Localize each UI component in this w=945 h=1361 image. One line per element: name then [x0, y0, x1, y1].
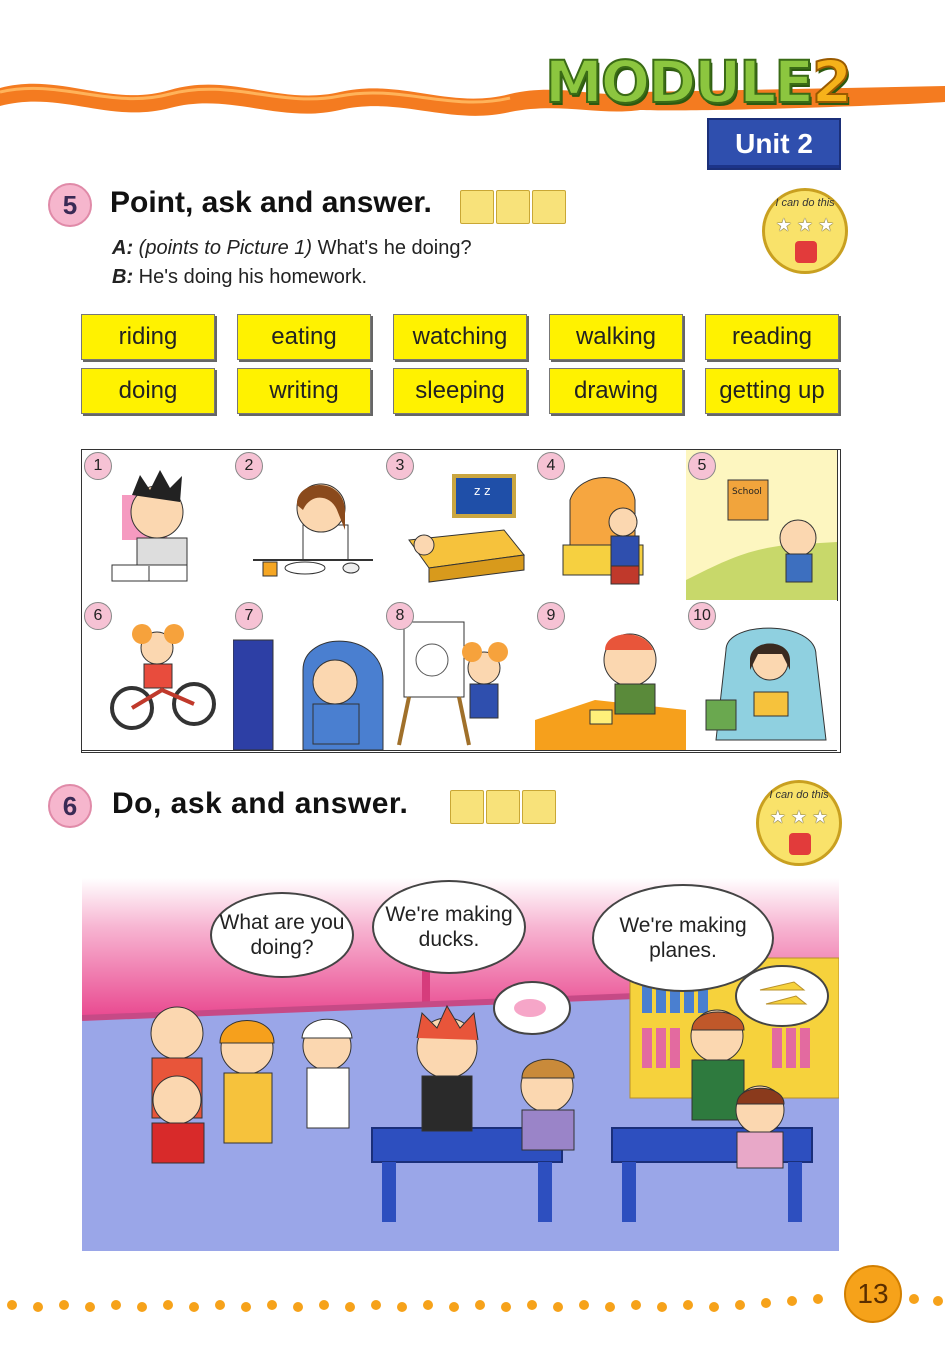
word-box: sleeping — [393, 368, 527, 414]
footer-dots — [0, 1275, 945, 1325]
section-5-number: 5 — [48, 183, 92, 227]
stage-direction: (points to Picture 1) — [138, 237, 313, 259]
ask-icon — [486, 790, 520, 824]
picture-10 — [686, 600, 837, 751]
picture-number: 8 — [386, 602, 414, 630]
picture-3 — [384, 450, 536, 601]
answer-icon — [532, 190, 566, 224]
page-number: 13 — [844, 1265, 902, 1323]
svg-text:z z: z z — [474, 484, 491, 498]
section-6-number: 6 — [48, 784, 92, 828]
picture-number: 5 — [688, 452, 716, 480]
picture-number: 1 — [84, 452, 112, 480]
word-box: watching — [393, 314, 527, 360]
picture-5 — [686, 450, 838, 601]
module-word: MODULE — [545, 48, 812, 116]
school-sign: School — [732, 487, 762, 497]
answer-text: He's doing his homework. — [138, 266, 368, 288]
word-box: eating — [237, 314, 371, 360]
badge-text: I can do this — [775, 197, 835, 209]
section-5-title: Point, ask and answer. — [110, 186, 432, 219]
picture-4 — [535, 450, 687, 601]
dialogue-line-a — [112, 237, 472, 260]
picture-number: 9 — [537, 602, 565, 630]
do-icon — [450, 790, 484, 824]
speech-bubble-ducks: We're making ducks. — [372, 880, 526, 974]
activity-icons — [450, 790, 556, 824]
word-box: doing — [81, 368, 215, 414]
answer-icon — [522, 790, 556, 824]
speech-bubble-planes: We're making planes. — [592, 884, 774, 992]
picture-6 — [82, 600, 234, 751]
ask-icon — [496, 190, 530, 224]
i-can-do-this-badge — [756, 780, 842, 866]
speaker-a: A: — [112, 237, 134, 259]
picture-9 — [535, 600, 687, 751]
picture-1 — [82, 450, 234, 601]
word-box: riding — [81, 314, 215, 360]
point-icon — [460, 190, 494, 224]
picture-number: 10 — [688, 602, 716, 630]
kid-icon — [795, 241, 817, 263]
word-box: walking — [549, 314, 683, 360]
section-6-title: Do, ask and answer. — [112, 787, 409, 820]
picture-grid — [81, 449, 841, 753]
picture-8 — [384, 600, 536, 751]
module-title — [545, 48, 850, 116]
picture-number: 4 — [537, 452, 565, 480]
picture-2 — [233, 450, 385, 601]
question-text: What's he doing? — [317, 237, 472, 259]
picture-number: 2 — [235, 452, 263, 480]
word-box: getting up — [705, 368, 839, 414]
word-box: drawing — [549, 368, 683, 414]
word-box: writing — [237, 368, 371, 414]
dialogue-line-b — [112, 266, 367, 289]
picture-7 — [233, 600, 385, 751]
unit-badge: Unit 2 — [707, 118, 841, 170]
speaker-b: B: — [112, 266, 134, 288]
picture-number: 7 — [235, 602, 263, 630]
picture-number: 6 — [84, 602, 112, 630]
classroom-scene — [82, 878, 839, 1251]
word-box: reading — [705, 314, 839, 360]
star-icons: ★ ★ ★ — [769, 807, 829, 827]
module-number: 2 — [811, 48, 851, 116]
badge-text: I can do this — [769, 789, 829, 801]
star-icons: ★ ★ ★ — [775, 215, 835, 235]
activity-icons — [460, 190, 566, 224]
picture-number: 3 — [386, 452, 414, 480]
speech-bubble-question: What are you doing? — [210, 892, 354, 978]
kid-icon — [789, 833, 811, 855]
i-can-do-this-badge — [762, 188, 848, 274]
